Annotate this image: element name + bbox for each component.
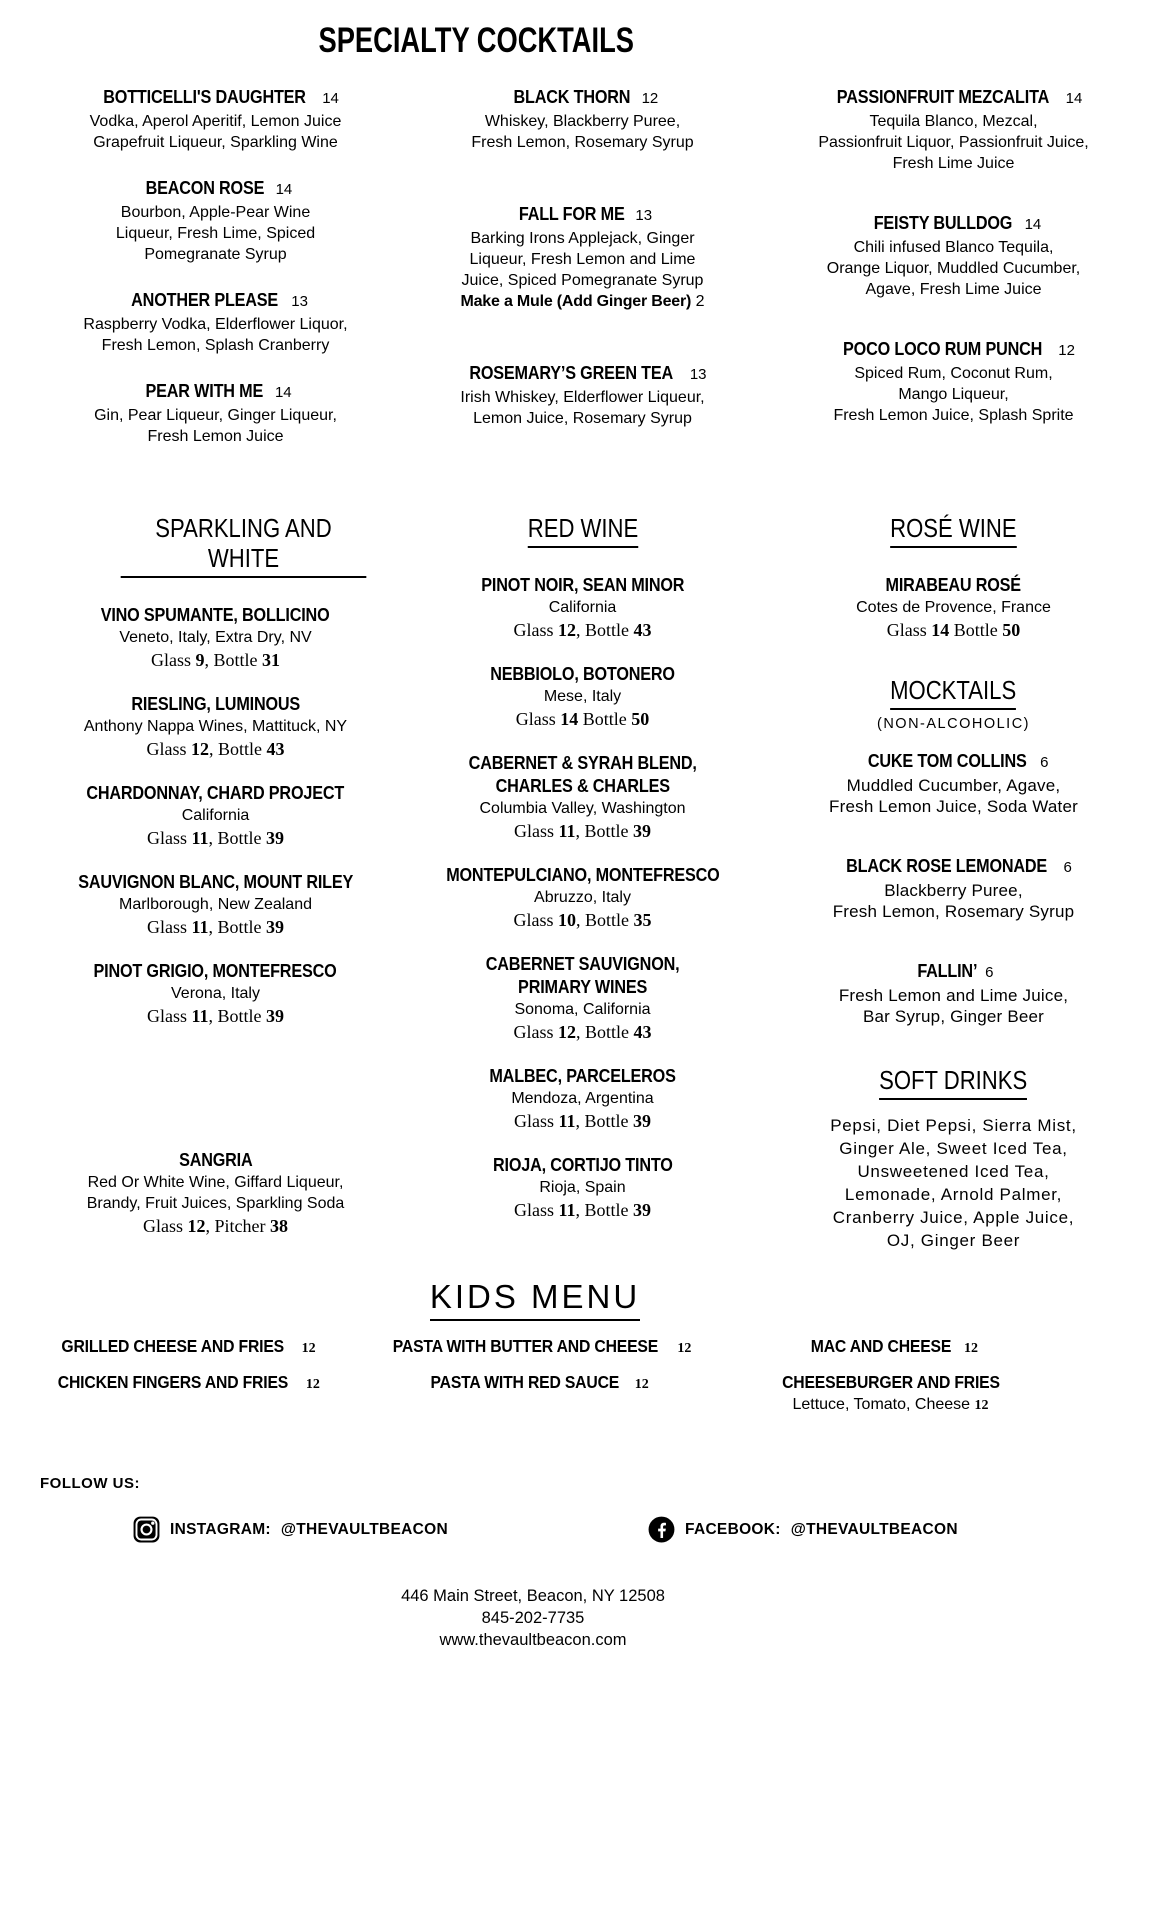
rose-wine-header: ROSÉ WINE	[781, 513, 1126, 548]
wine-item	[781, 574, 1126, 643]
address-line: 845-202-7735	[481, 1609, 585, 1627]
kids-menu-item	[10, 1335, 355, 1360]
kids-item-name: CHEESEBURGER AND FRIES	[781, 1372, 1000, 1392]
cocktail-price: 12	[641, 90, 659, 107]
kids-menu-section	[0, 1278, 1070, 1427]
wine-origin: Veneto, Italy, Extra Dry, NV	[119, 629, 312, 646]
wine-origin: Abruzzo, Italy	[534, 889, 631, 906]
cocktail-price: 14	[1024, 216, 1042, 233]
rose-wine-list	[781, 574, 1126, 643]
cocktail-price: 14	[275, 181, 293, 198]
kids-item-name: MAC AND CHEESE 12	[810, 1336, 978, 1356]
wine-item	[43, 960, 388, 1029]
cocktail-description: Chili infused Blanco Tequila, Orange Liquor, Muddled Cucumber, Agave, Fresh Lime Juice	[826, 239, 1081, 298]
cocktail-item	[781, 750, 1126, 817]
sparkling-white-list	[43, 604, 388, 1029]
wine-origin: Mendoza, Argentina	[511, 1090, 654, 1107]
wine-name: SAUVIGNON BLANC, MOUNT RILEY	[78, 872, 353, 892]
address-line: 446 Main Street, Beacon, NY 12508	[401, 1587, 665, 1605]
facebook-icon	[648, 1516, 675, 1543]
wine-price: Glass 11, Bottle 39	[146, 1006, 284, 1026]
soft-drinks-list: Pepsi, Diet Pepsi, Sierra Mist, Ginger Ale, Sweet Iced Tea, Unsweetened Iced Tea, Lemonade, Arnold Palmer, Cranberry Juice, Apple Juice, OJ, Ginger Beer	[830, 1116, 1077, 1250]
red-wine-header: RED WINE	[410, 513, 755, 548]
kids-item-name: GRILLED CHEESE AND FRIES 12	[61, 1336, 316, 1356]
cocktail-name: BOTTICELLI'S DAUGHTER 14	[103, 87, 339, 107]
cocktail-item	[43, 177, 388, 265]
cocktail-item	[43, 289, 388, 356]
wine-price: Glass 10, Bottle 35	[513, 910, 652, 930]
cocktail-description: Muddled Cucumber, Agave, Fresh Lemon Juice, Soda Water	[829, 776, 1078, 816]
cocktail-column	[410, 86, 755, 479]
wine-item	[410, 953, 755, 1045]
sangria-price: Glass 12, Pitcher 38	[143, 1216, 288, 1236]
sparkling-white-column	[43, 513, 388, 1239]
address-block	[0, 1585, 1066, 1651]
follow-us-label: FOLLOW US:	[40, 1475, 140, 1492]
instagram-icon	[133, 1516, 160, 1543]
wine-price: Glass 12, Bottle 43	[513, 1022, 652, 1042]
kids-menu-item	[10, 1371, 355, 1396]
wine-item	[43, 782, 388, 851]
cocktail-description: Bourbon, Apple-Pear Wine Liqueur, Fresh Lime, Spiced Pomegranate Syrup	[115, 204, 316, 263]
cocktail-price: 13	[291, 293, 308, 310]
cocktail-name: BLACK ROSE LEMONADE 6	[846, 856, 1072, 876]
page-title-text: SPECIALTY COCKTAILS	[318, 21, 634, 60]
kids-item-price: 12	[634, 1377, 649, 1392]
wine-name: MALBEC, PARCELEROS	[489, 1066, 676, 1086]
wine-name: MIRABEAU ROSÉ	[885, 575, 1022, 595]
wine-sections	[0, 513, 1166, 1252]
wine-price: Glass 11, Bottle 39	[513, 1111, 651, 1131]
cocktail-name: PEAR WITH ME 14	[145, 381, 292, 401]
cocktail-item	[410, 86, 755, 153]
wine-price: Glass 12, Bottle 43	[513, 620, 652, 640]
wine-item	[410, 574, 755, 643]
wine-name: CABERNET & SYRAH BLEND, CHARLES & CHARLES	[468, 753, 697, 796]
social-instagram	[133, 1516, 448, 1543]
kids-item-description: Lettuce, Tomato, Cheese 12	[792, 1396, 989, 1413]
kids-item-price: 12	[677, 1341, 692, 1356]
wine-item	[410, 1154, 755, 1223]
wine-origin: Anthony Nappa Wines, Mattituck, NY	[83, 718, 348, 735]
wine-item	[43, 693, 388, 762]
kids-item-name: CHICKEN FINGERS AND FRIES 12	[57, 1372, 320, 1392]
cocktail-description: Spiced Rum, Coconut Rum, Mango Liqueur, Fresh Lemon Juice, Splash Sprite	[833, 365, 1074, 424]
cocktail-price: 12	[1058, 342, 1075, 359]
cocktail-description: Barking Irons Applejack, Ginger Liqueur, Fresh Lemon and Lime Juice, Spiced Pomegranate Syrup	[461, 230, 704, 289]
cocktail-price: 13	[635, 207, 653, 224]
kids-menu-column	[718, 1335, 1063, 1427]
social-label: FACEBOOK:	[685, 1520, 781, 1538]
cocktail-description: Whiskey, Blackberry Puree, Fresh Lemon, Rosemary Syrup	[471, 113, 694, 151]
wine-item	[410, 663, 755, 732]
sangria-name: SANGRIA	[178, 1150, 253, 1170]
wine-origin: Cotes de Provence, France	[856, 599, 1051, 616]
cocktail-name: ANOTHER PLEASE 13	[131, 290, 308, 310]
sangria-description: Red Or White Wine, Giffard Liqueur, Brandy, Fruit Juices, Sparkling Soda	[86, 1174, 345, 1212]
social-row	[0, 1516, 1166, 1543]
kids-menu-column	[362, 1335, 707, 1407]
wine-price: Glass 11, Bottle 39	[146, 917, 284, 937]
red-wine-list	[410, 574, 755, 1223]
cocktail-item	[781, 960, 1126, 1027]
kids-menu-header: KIDS MENU	[0, 1278, 1070, 1321]
cocktail-item	[781, 855, 1126, 922]
wine-origin: California	[181, 807, 250, 824]
social-handle: @THEVAULTBEACON	[790, 1520, 958, 1538]
cocktail-description: Fresh Lemon and Lime Juice, Bar Syrup, Ginger Beer	[838, 986, 1069, 1026]
mocktails-subheader: (NON-ALCOHOLIC)	[876, 716, 1030, 732]
cocktail-price: 14	[274, 384, 292, 401]
kids-item-name: PASTA WITH BUTTER AND CHEESE 12	[392, 1336, 692, 1356]
rose-mocktails-column	[781, 513, 1126, 1252]
red-wine-column	[410, 513, 755, 1243]
cocktail-description: Tequila Blanco, Mezcal, Passionfruit Liquor, Passionfruit Juice, Fresh Lime Juice	[818, 113, 1089, 172]
wine-name: RIESLING, LUMINOUS	[131, 694, 300, 714]
wine-origin: Sonoma, California	[514, 1001, 651, 1018]
cocktail-price: 6	[1040, 754, 1049, 771]
kids-item-price: 12	[305, 1377, 320, 1392]
wine-item	[410, 1065, 755, 1134]
wine-name: PINOT NOIR, SEAN MINOR	[480, 575, 685, 595]
cocktail-price: 14	[1065, 90, 1083, 107]
cocktail-item	[781, 338, 1126, 426]
wine-name: VINO SPUMANTE, BOLLICINO	[101, 605, 330, 625]
cocktail-item	[43, 86, 388, 153]
cocktail-description: Gin, Pear Liqueur, Ginger Liqueur, Fresh Lemon Juice	[94, 407, 337, 445]
sparkling-white-header: SPARKLING AND WHITE	[99, 513, 388, 578]
cocktail-price: 6	[985, 964, 994, 981]
wine-origin: California	[548, 599, 617, 616]
kids-menu-item	[718, 1371, 1063, 1416]
wine-origin: Rioja, Spain	[539, 1179, 626, 1196]
kids-menu-item	[362, 1371, 707, 1396]
cocktail-name: POCO LOCO RUM PUNCH 12	[843, 339, 1075, 359]
wine-item	[43, 604, 388, 673]
wine-price: Glass 14 Bottle 50	[515, 709, 650, 729]
cocktail-description: Blackberry Puree, Fresh Lemon, Rosemary Syrup	[832, 881, 1075, 921]
cocktail-name: ROSEMARY’S GREEN TEA 13	[469, 363, 707, 383]
cocktail-description: Raspberry Vodka, Elderflower Liquor, Fresh Lemon, Splash Cranberry	[83, 316, 348, 354]
soft-drinks-header: SOFT DRINKS	[781, 1065, 1126, 1100]
wine-name: CABERNET SAUVIGNON, PRIMARY WINES	[485, 954, 680, 997]
cocktail-column	[781, 86, 1126, 464]
wine-item	[410, 864, 755, 933]
kids-menu-column	[10, 1335, 355, 1407]
cocktail-name: CUKE TOM COLLINS 6	[867, 751, 1049, 771]
social-label: INSTAGRAM:	[170, 1520, 271, 1538]
address-line: www.thevaultbeacon.com	[439, 1631, 627, 1649]
cocktail-price: 6	[1063, 859, 1072, 876]
mocktails-header: MOCKTAILS	[781, 675, 1126, 710]
social-facebook	[648, 1516, 958, 1543]
wine-origin: Columbia Valley, Washington	[479, 800, 686, 817]
wine-name: CHARDONNAY, CHARD PROJECT	[86, 783, 345, 803]
wine-price: Glass 11, Bottle 39	[146, 828, 284, 848]
cocktail-item	[781, 212, 1126, 300]
specialty-cocktails-section	[0, 86, 1166, 479]
cocktail-note: Make a Mule (Add Ginger Beer) 2	[460, 293, 705, 310]
page-title	[0, 22, 952, 60]
kids-item-price: 12	[301, 1341, 316, 1356]
kids-item-price: 12	[963, 1341, 978, 1356]
mocktails-list	[781, 750, 1126, 1027]
wine-price: Glass 11, Bottle 39	[513, 1200, 651, 1220]
wine-item	[410, 752, 755, 844]
wine-price: Glass 14 Bottle 50	[886, 620, 1021, 640]
sangria-item	[43, 1149, 388, 1239]
cocktail-name: FALLIN’ 6	[916, 961, 994, 981]
wine-price: Glass 9, Bottle 31	[151, 650, 280, 670]
kids-item-name: PASTA WITH RED SAUCE 12	[430, 1372, 649, 1392]
wine-name: NEBBIOLO, BOTONERO	[490, 664, 675, 684]
cocktail-item	[781, 86, 1126, 174]
kids-menu-columns	[0, 1335, 1070, 1427]
cocktail-item	[43, 380, 388, 447]
cocktail-name: BLACK THORN 12	[513, 87, 659, 107]
wine-origin: Verona, Italy	[171, 985, 260, 1002]
kids-menu-item	[362, 1335, 707, 1360]
cocktail-column	[43, 86, 388, 471]
social-handle: @THEVAULTBEACON	[280, 1520, 449, 1538]
cocktail-item	[410, 203, 755, 312]
wine-name: RIOJA, CORTIJO TINTO	[492, 1155, 673, 1175]
cocktail-item	[410, 362, 755, 429]
wine-name: MONTEPULCIANO, MONTEFRESCO	[445, 865, 720, 885]
wine-price: Glass 11, Bottle 39	[513, 821, 651, 841]
cocktail-name: FALL FOR ME 13	[518, 204, 653, 224]
wine-name: PINOT GRIGIO, MONTEFRESCO	[93, 961, 337, 981]
kids-menu-item	[718, 1335, 1063, 1360]
cocktail-price: 13	[689, 366, 707, 383]
cocktail-description: Irish Whiskey, Elderflower Liqueur, Lemon Juice, Rosemary Syrup	[460, 389, 705, 427]
wine-origin: Marlborough, New Zealand	[119, 896, 312, 913]
cocktail-price: 14	[322, 90, 339, 107]
kids-item-price: 12	[974, 1398, 989, 1413]
wine-item	[43, 871, 388, 940]
wine-origin: Mese, Italy	[543, 688, 622, 705]
wine-price: Glass 12, Bottle 43	[146, 739, 285, 759]
cocktail-name: BEACON ROSE 14	[145, 178, 293, 198]
cocktail-name: PASSIONFRUIT MEZCALITA 14	[836, 87, 1083, 107]
cocktail-name: FEISTY BULLDOG 14	[873, 213, 1042, 233]
cocktail-description: Vodka, Aperol Aperitif, Lemon Juice Grapefruit Liqueur, Sparkling Wine	[89, 113, 342, 151]
